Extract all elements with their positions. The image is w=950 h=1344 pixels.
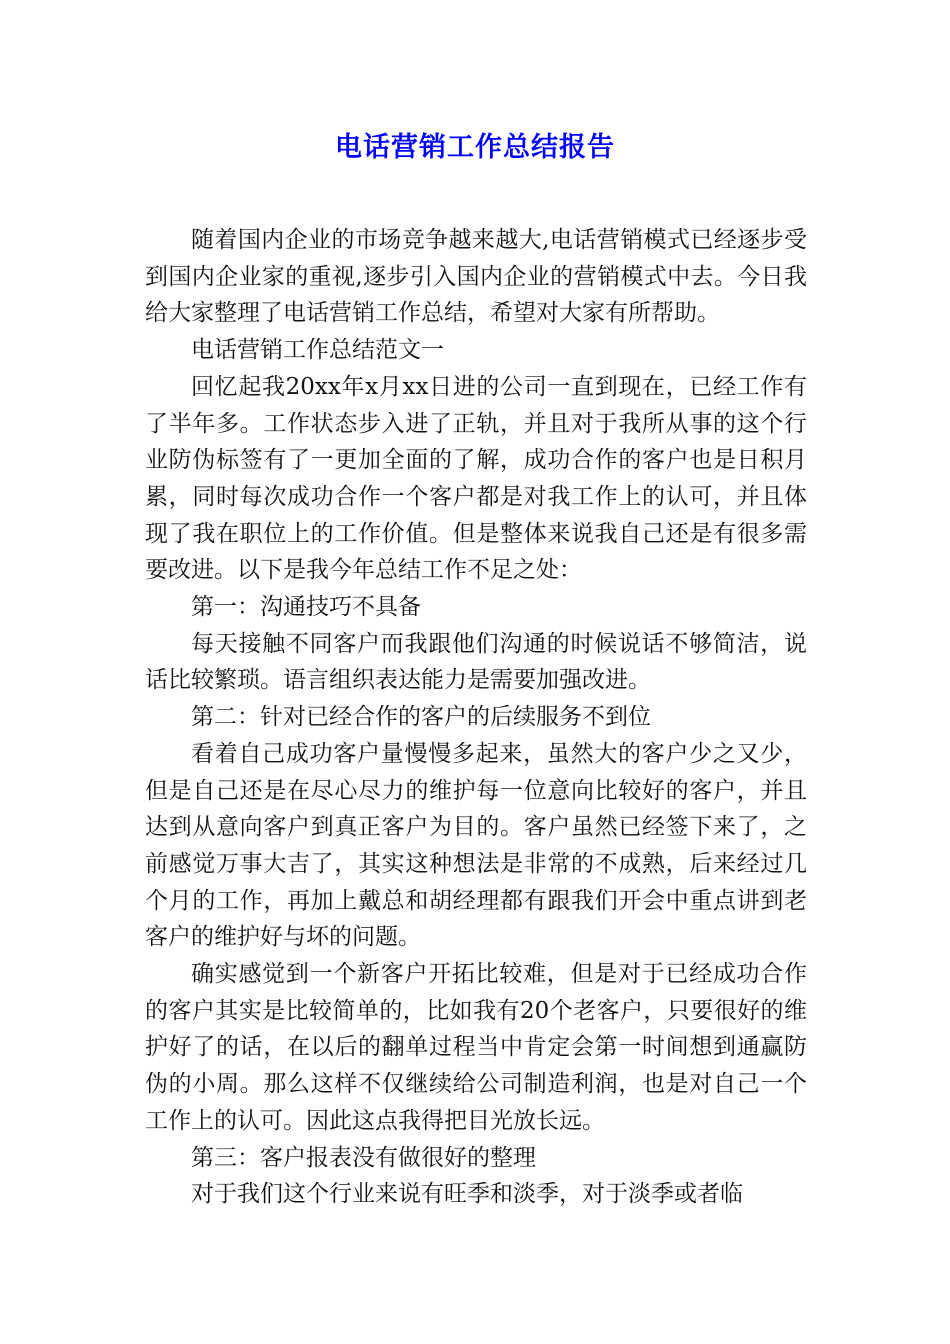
paragraph-intro: 随着国内企业的市场竞争越来越大,电话营销模式已经逐步受到国内企业家的重视,逐步引入国内企业的营销模式中去。今日我给大家整理了电话营销工作总结，希望对大家有所帮助。 xyxy=(145,227,807,327)
paragraph-section-heading: 电话营销工作总结范文一 xyxy=(191,337,444,364)
document-title: 电话营销工作总结报告 xyxy=(335,132,615,163)
paragraph-point-three-body: 对于我们这个行业来说有旺季和淡季，对于淡季或者临 xyxy=(191,1181,743,1208)
paragraph-point-two-followup: 确实感觉到一个新客户开拓比较难，但是对于已经成功合作的客户其实是比较简单的，比如我有20个老客户，只要很好的维护好了的话，在以后的翻单过程当中肯定会第一时间想到通赢防伪的小周。那么这样不仅继续给公司制造利润，也是对自己一个工作上的认可。因此这点我得把目光放长远。 xyxy=(145,961,807,1134)
document-body xyxy=(145,222,807,1213)
paragraph-point-two-body: 看着自己成功客户量慢慢多起来，虽然大的客户少之又少，但是自己还是在尽心尽力的维护每一位意向比较好的客户，并且达到从意向客户到真正客户为目的。客户虽然已经签下来了，之前感觉万事大吉了，其实这种想法是非常的不成熟，后来经过几个月的工作，再加上戴总和胡经理都有跟我们开会中重点讲到老客户的维护好与坏的问题。 xyxy=(145,740,807,951)
paragraph-recollection: 回忆起我20xx年x月xx日进的公司一直到现在，已经工作有了半年多。工作状态步入进了正轨，并且对于我所从事的这个行业防伪标签有了一更加全面的了解，成功合作的客户也是日积月累，同时每次成功合作一个客户都是对我工作上的认可，并且体现了我在职位上的工作价值。但是整体来说我自己还是有很多需要改进。以下是我今年总结工作不足之处： xyxy=(145,373,807,584)
paragraph-point-one-body: 每天接触不同客户而我跟他们沟通的时候说话不够简洁，说话比较繁琐。语言组织表达能力是需要加强改进。 xyxy=(145,630,807,694)
paragraph-point-three-heading: 第三：客户报表没有做很好的整理 xyxy=(191,1144,536,1171)
paragraph-point-one-heading: 第一：沟通技巧不具备 xyxy=(191,594,421,621)
paragraph-point-two-heading: 第二：针对已经合作的客户的后续服务不到位 xyxy=(191,704,651,731)
